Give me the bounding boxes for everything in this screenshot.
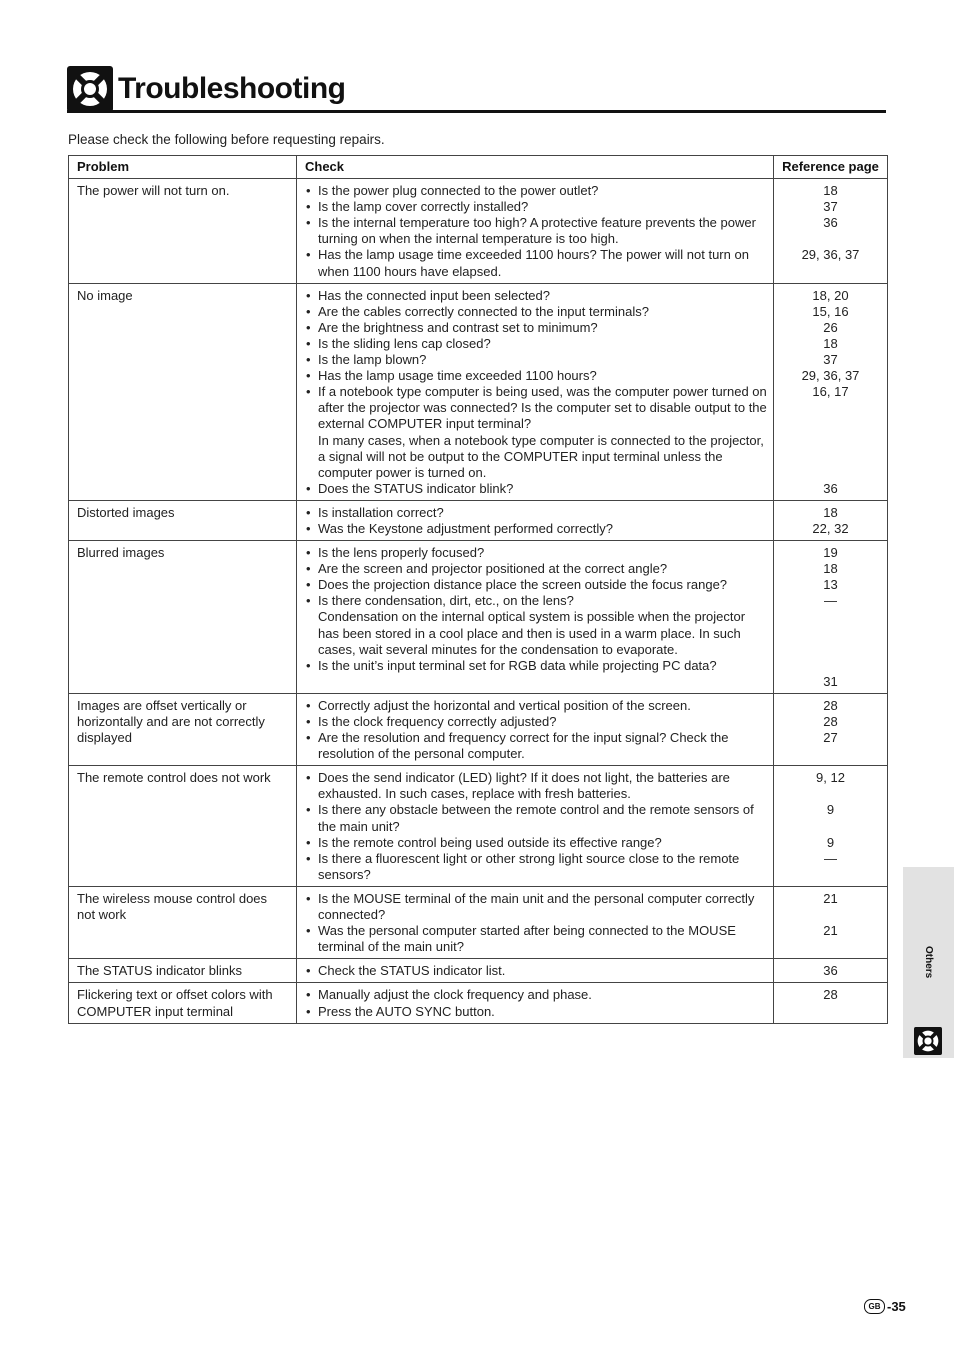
- table-row: [69, 283, 888, 500]
- reference-page: 28: [823, 714, 838, 729]
- reference-page: 9, 12: [816, 770, 845, 786]
- region-badge: GB: [864, 1299, 885, 1314]
- check-note: Condensation on the internal optical system is possible when the projector has been stored in a cool place and then is used in a warm place. In such cases, wait several minutes for the condensation to evaporate.: [318, 609, 746, 657]
- reference-page: [778, 786, 883, 802]
- column-header-reference-page: Reference page: [774, 156, 888, 179]
- check-item: [305, 336, 767, 352]
- column-header-check: Check: [297, 156, 774, 179]
- reference-page: 29, 36, 37: [801, 368, 860, 384]
- reference-page: 9: [826, 802, 835, 818]
- check-text: • Manually adjust the clock frequency and phase.: [318, 987, 592, 1003]
- reference-page: [778, 642, 883, 658]
- problem-cell: No image: [69, 283, 297, 500]
- check-text: • Is the lamp blown?: [318, 352, 427, 368]
- check-item: [305, 698, 767, 714]
- check-item: [305, 352, 767, 368]
- check-item: [305, 368, 767, 384]
- check-item: [305, 891, 767, 923]
- troubleshooting-table: [68, 155, 888, 1024]
- check-item: [305, 923, 767, 955]
- check-cell: [297, 283, 774, 500]
- check-text: • Has the lamp usage time exceeded 1100 hours? The power will not turn on when 1100 hours have elapsed.: [318, 247, 749, 279]
- check-text: • Is the sliding lens cap closed?: [318, 335, 491, 351]
- reference-page: [778, 400, 883, 416]
- lifebuoy-icon: [914, 1027, 942, 1055]
- section-label: Others: [923, 945, 934, 979]
- check-text: • Is there a fluorescent light or other strong light source close to the remote sensors?: [318, 850, 740, 882]
- check-text: • Is the lamp cover correctly installed?: [318, 199, 529, 215]
- reference-page-cell: [774, 179, 888, 284]
- troubleshooting-lifebuoy-icon: [67, 66, 113, 112]
- section-side-tab: [903, 867, 954, 1058]
- check-text: • Was the personal computer started after being connected to the MOUSE terminal of the main unit?: [318, 923, 736, 955]
- check-item: [305, 714, 767, 730]
- table-row: [69, 983, 888, 1023]
- reference-page: [778, 465, 883, 481]
- check-note: In many cases, when a notebook type computer is connected to the projector, a signal will not be output to the COMPUTER input terminal unless the computer power is turned on.: [318, 432, 764, 480]
- check-item: [305, 288, 767, 304]
- check-item: [305, 593, 767, 657]
- check-cell: [297, 693, 774, 765]
- check-text: • Is the unit’s input terminal set for RGB data while projecting PC data?: [318, 657, 717, 673]
- reference-page: 21: [823, 923, 838, 939]
- check-text: • Are the brightness and contrast set to minimum?: [318, 319, 598, 335]
- reference-page-cell: [774, 983, 888, 1023]
- check-text: • Is there condensation, dirt, etc., on the lens?: [318, 593, 574, 609]
- check-text: • Is the internal temperature too high? A protective feature prevents the power turning on when the internal temperature is too high.: [318, 215, 756, 247]
- reference-page-cell: [774, 959, 888, 983]
- reference-page: [778, 231, 883, 247]
- reference-page: [778, 449, 883, 465]
- check-item: [305, 851, 767, 883]
- check-cell: [297, 179, 774, 284]
- reference-page: [778, 626, 883, 642]
- page-header: [67, 66, 886, 113]
- check-item: [305, 304, 767, 320]
- problem-cell: The wireless mouse control does not work: [69, 886, 297, 958]
- table-header-row: [69, 156, 888, 179]
- reference-page: 29, 36, 37: [801, 247, 860, 263]
- problem-cell: The power will not turn on.: [69, 179, 297, 284]
- check-text: • Is there any obstacle between the remote control and the remote sensors of the main unit?: [318, 802, 754, 834]
- reference-page: 27: [823, 730, 838, 746]
- reference-page: 31: [823, 673, 838, 689]
- check-text: • Does the STATUS indicator blink?: [318, 480, 514, 496]
- check-text: • Is the remote control being used outside its effective range?: [318, 834, 662, 850]
- check-item: [305, 505, 767, 521]
- check-text: • Are the resolution and frequency correct for the input signal? Check the resolution of the personal computer.: [318, 730, 729, 762]
- page-number-text: -35: [887, 1298, 906, 1314]
- reference-page: —: [824, 850, 837, 866]
- check-item: [305, 545, 767, 561]
- check-list: [305, 770, 767, 883]
- check-item: [305, 384, 767, 481]
- check-item: [305, 320, 767, 336]
- reference-page: 18: [823, 335, 838, 351]
- reference-page: [778, 416, 883, 432]
- check-text: • Has the connected input been selected?: [318, 287, 551, 303]
- reference-page: 16, 17: [812, 384, 849, 400]
- check-cell: [297, 959, 774, 983]
- check-list: [305, 183, 767, 280]
- check-cell: [297, 766, 774, 887]
- table-row: [69, 693, 888, 765]
- check-text: • Does the projection distance place the screen outside the focus range?: [318, 577, 728, 593]
- reference-page: 37: [823, 199, 838, 215]
- reference-page: 18, 20: [812, 287, 849, 303]
- reference-page: [778, 609, 883, 625]
- check-text: • If a notebook type computer is being used, was the computer power turned on after the projector was connected? Is the computer set to disable output to the external COMPUTER input terminal?: [318, 384, 767, 432]
- page-number: [864, 1297, 906, 1315]
- check-text: • Has the lamp usage time exceeded 1100 hours?: [318, 368, 597, 384]
- check-text: • Are the cables correctly connected to the input terminals?: [318, 303, 649, 319]
- table-row: [69, 541, 888, 694]
- reference-page-cell: [774, 283, 888, 500]
- check-text: • Is installation correct?: [318, 504, 444, 520]
- check-list: [305, 545, 767, 674]
- table-row: [69, 886, 888, 958]
- reference-page-cell: [774, 500, 888, 540]
- check-item: [305, 770, 767, 802]
- page-title: Troubleshooting: [118, 72, 346, 105]
- column-header-problem: Problem: [69, 156, 297, 179]
- check-item: [305, 658, 767, 674]
- reference-page: 15, 16: [812, 303, 849, 319]
- check-text: • Does the send indicator (LED) light? If it does not light, the batteries are exhausted. In such cases, replace with fresh batteries.: [318, 770, 730, 802]
- table-row: [69, 959, 888, 983]
- problem-cell: Blurred images: [69, 541, 297, 694]
- check-cell: [297, 886, 774, 958]
- reference-page: 22, 32: [812, 520, 849, 536]
- check-list: [305, 963, 767, 979]
- problem-cell: Images are offset vertically or horizontally and are not correctly displayed: [69, 693, 297, 765]
- reference-page-cell: [774, 541, 888, 694]
- check-text: • Is the clock frequency correctly adjusted?: [318, 714, 557, 729]
- reference-page: 9: [826, 834, 835, 850]
- reference-page: 13: [823, 577, 838, 593]
- reference-page: [778, 819, 883, 835]
- reference-page: 37: [823, 352, 838, 368]
- check-cell: [297, 500, 774, 540]
- check-text: • Is the lens properly focused?: [318, 545, 485, 561]
- check-cell: [297, 541, 774, 694]
- reference-page: 36: [823, 480, 838, 496]
- reference-page: 36: [823, 215, 838, 231]
- reference-page: 18: [823, 561, 838, 577]
- reference-page: [778, 658, 883, 674]
- reference-page-cell: [774, 886, 888, 958]
- table-row: [69, 500, 888, 540]
- check-item: [305, 802, 767, 834]
- check-text: • Press the AUTO SYNC button.: [318, 1003, 495, 1019]
- check-item: [305, 183, 767, 199]
- reference-page: 19: [823, 545, 838, 561]
- problem-cell: The STATUS indicator blinks: [69, 959, 297, 983]
- reference-page: 26: [823, 319, 838, 335]
- check-item: [305, 481, 767, 497]
- reference-page: 18: [823, 504, 838, 520]
- check-text: • Is the power plug connected to the power outlet?: [318, 183, 599, 199]
- check-item: [305, 247, 767, 279]
- check-text: • Check the STATUS indicator list.: [318, 963, 506, 979]
- check-item: [305, 199, 767, 215]
- check-item: [305, 1004, 767, 1020]
- problem-cell: Flickering text or offset colors with COMPUTER input terminal: [69, 983, 297, 1023]
- reference-page: —: [824, 593, 837, 609]
- check-cell: [297, 983, 774, 1023]
- reference-page: 21: [823, 890, 838, 906]
- intro-text: Please check the following before requesting repairs.: [68, 132, 385, 147]
- reference-page: [778, 433, 883, 449]
- check-list: [305, 987, 767, 1019]
- table-row: [69, 766, 888, 887]
- reference-page: 28: [823, 697, 838, 713]
- check-text: • Correctly adjust the horizontal and vertical position of the screen.: [318, 697, 691, 713]
- check-text: • Are the screen and projector positioned at the correct angle?: [318, 561, 668, 577]
- reference-page: 36: [823, 963, 838, 979]
- check-item: [305, 730, 767, 762]
- reference-page-cell: [774, 766, 888, 887]
- table-row: [69, 179, 888, 284]
- check-item: [305, 577, 767, 593]
- reference-page-cell: [774, 693, 888, 765]
- problem-cell: Distorted images: [69, 500, 297, 540]
- reference-page: 28: [823, 987, 838, 1003]
- table-body: [69, 179, 888, 1024]
- check-list: [305, 698, 767, 762]
- check-item: [305, 561, 767, 577]
- check-item: [305, 987, 767, 1003]
- check-item: [305, 963, 767, 979]
- check-item: [305, 835, 767, 851]
- check-item: [305, 215, 767, 247]
- reference-page: [778, 907, 883, 923]
- check-list: [305, 505, 767, 537]
- check-list: [305, 891, 767, 955]
- check-item: [305, 521, 767, 537]
- problem-cell: The remote control does not work: [69, 766, 297, 887]
- check-text: • Is the MOUSE terminal of the main unit and the personal computer correctly connected?: [318, 890, 755, 923]
- reference-page: 18: [823, 183, 838, 199]
- check-text: • Was the Keystone adjustment performed correctly?: [318, 520, 614, 536]
- check-list: [305, 288, 767, 497]
